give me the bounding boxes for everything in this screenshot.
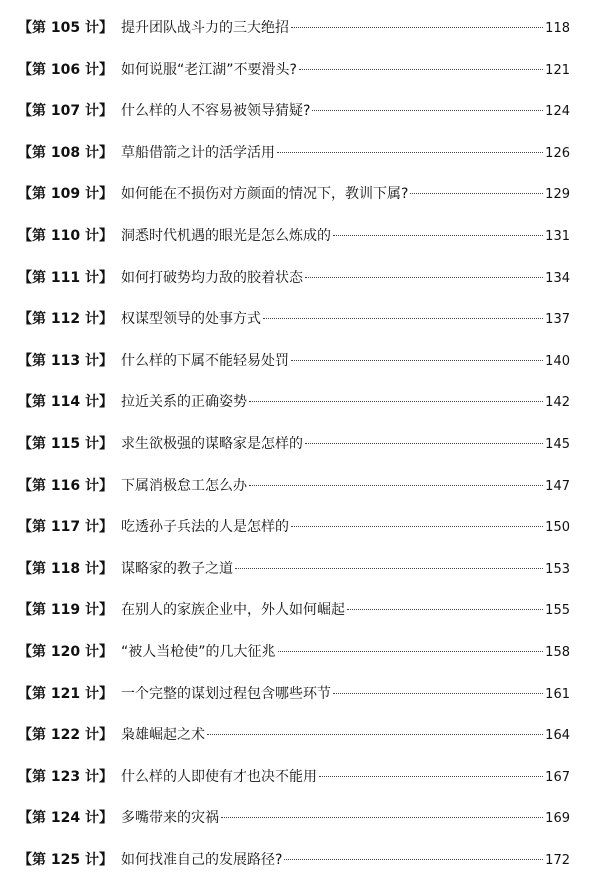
toc-entry-label: 【第 109 计】 xyxy=(18,186,113,203)
toc-entry[interactable] xyxy=(18,432,570,456)
toc-entry[interactable] xyxy=(18,307,570,331)
toc-entry-page-number: 129 xyxy=(545,187,570,203)
dot-leader xyxy=(277,151,543,153)
toc-entry-title: 如何找准自己的发展路径? xyxy=(120,852,283,868)
toc-entry[interactable] xyxy=(18,99,570,123)
toc-entry-page-number: 124 xyxy=(545,104,570,120)
toc-entry-label: 【第 112 计】 xyxy=(18,311,113,328)
dot-leader xyxy=(207,733,543,735)
toc-entry-title: 草船借箭之计的活学活用 xyxy=(120,144,275,161)
toc-entry-label: 【第 110 计】 xyxy=(18,228,113,244)
dot-leader xyxy=(347,608,543,610)
toc-entry[interactable] xyxy=(18,224,570,248)
toc-entry-page-number: 134 xyxy=(545,270,570,286)
toc-entry[interactable] xyxy=(18,640,570,664)
toc-entry-title: 在别人的家族企业中，外人如何崛起 xyxy=(120,602,345,619)
toc-entry[interactable] xyxy=(18,723,570,747)
toc-entry[interactable] xyxy=(18,266,570,290)
toc-entry-page-number: 155 xyxy=(545,603,570,619)
toc-entry-page-number: 118 xyxy=(545,21,570,36)
toc-entry-label: 【第 118 计】 xyxy=(18,560,113,577)
toc-entry-page-number: 147 xyxy=(545,478,570,494)
toc-entry[interactable] xyxy=(18,682,570,706)
toc-entry-label: 【第 108 计】 xyxy=(18,144,113,161)
toc-entry-label: 【第 121 计】 xyxy=(18,685,113,702)
dot-leader xyxy=(291,26,543,28)
dot-leader xyxy=(221,816,543,818)
toc-entry-title: 多嘴带来的灾祸 xyxy=(120,810,219,827)
toc-entry[interactable] xyxy=(18,141,570,165)
toc-entry-title: 如何说服“老江湖”不要滑头? xyxy=(120,61,297,78)
toc-entry-title: 权谋型领导的处事方式 xyxy=(120,311,261,328)
dot-leader xyxy=(291,525,543,527)
toc-entry-label: 【第 106 计】 xyxy=(18,61,113,78)
dot-leader xyxy=(319,775,543,777)
toc-entry-title: 吃透孙子兵法的人是怎样的 xyxy=(120,519,289,536)
dot-leader xyxy=(278,650,544,652)
toc-entry-page-number: 150 xyxy=(545,520,570,536)
toc-entry-title: 拉近关系的正确姿势 xyxy=(120,394,247,411)
toc-entry-label: 【第 113 计】 xyxy=(18,352,113,369)
dot-leader xyxy=(333,692,543,694)
toc-entry-title: 求生欲极强的谋略家是怎样的 xyxy=(120,436,303,452)
toc-entry-page-number: 142 xyxy=(545,395,570,411)
toc-entry-label: 【第 123 计】 xyxy=(18,768,113,785)
toc-entry-page-number: 131 xyxy=(545,229,570,244)
toc-entry-label: 【第 116 计】 xyxy=(18,477,113,494)
toc-entry[interactable] xyxy=(18,182,570,206)
toc-entry-title: 什么样的人即使有才也决不能用 xyxy=(120,768,317,785)
toc-entry-page-number: 161 xyxy=(545,686,570,702)
dot-leader xyxy=(235,567,543,569)
toc-entry-page-number: 158 xyxy=(545,645,570,660)
dot-leader xyxy=(312,109,543,111)
dot-leader xyxy=(410,192,543,194)
toc-entry-page-number: 145 xyxy=(545,437,570,452)
toc-entry-page-number: 140 xyxy=(545,353,570,369)
toc-entry[interactable] xyxy=(18,848,570,872)
toc-entry-label: 【第 125 计】 xyxy=(18,852,113,868)
toc-entry-page-number: 164 xyxy=(545,728,570,744)
toc-entry-title: 提升团队战斗力的三大绝招 xyxy=(120,20,289,36)
dot-leader xyxy=(305,442,543,444)
toc-entry-label: 【第 107 计】 xyxy=(18,103,113,120)
toc-entry-title: 枭雄崛起之术 xyxy=(120,727,205,744)
toc-entry-title: 如何能在不损伤对方颜面的情况下，教训下属? xyxy=(120,186,409,203)
toc-entry[interactable] xyxy=(18,349,570,373)
toc-entry-title: 什么样的人不容易被领导猜疑? xyxy=(120,103,311,120)
toc-entry-title: 下属消极怠工怎么办 xyxy=(120,477,247,494)
toc-entry-title: 洞悉时代机遇的眼光是怎么炼成的 xyxy=(120,228,331,244)
toc-entry-title: 如何打破势均力敌的胶着状态 xyxy=(120,269,303,286)
toc-entry-label: 【第 124 计】 xyxy=(18,810,113,827)
dot-leader xyxy=(333,234,543,236)
toc-entry-label: 【第 119 计】 xyxy=(18,602,113,619)
toc-entry-label: 【第 115 计】 xyxy=(18,436,113,452)
toc-entry[interactable] xyxy=(18,58,570,82)
toc-entry-page-number: 153 xyxy=(545,561,570,577)
toc-entry-label: 【第 120 计】 xyxy=(18,644,113,660)
toc-entry[interactable] xyxy=(18,598,570,622)
toc-entry-label: 【第 117 计】 xyxy=(18,519,113,536)
toc-entry-title: 谋略家的教子之道 xyxy=(120,560,233,577)
toc-entry[interactable] xyxy=(18,765,570,789)
toc-entry-title: 一个完整的谋划过程包含哪些环节 xyxy=(120,685,331,702)
toc-entry-label: 【第 114 计】 xyxy=(18,394,113,411)
toc-entry-page-number: 167 xyxy=(545,769,570,785)
toc-entry-page-number: 121 xyxy=(545,62,570,78)
toc-entry[interactable] xyxy=(18,16,570,40)
toc-entry-label: 【第 105 计】 xyxy=(18,20,113,36)
toc-entry-title: 什么样的下属不能轻易处罚 xyxy=(120,352,289,369)
toc-entry-label: 【第 122 计】 xyxy=(18,727,113,744)
toc-entry-page-number: 126 xyxy=(545,145,570,161)
dot-leader xyxy=(291,359,543,361)
dot-leader xyxy=(305,276,543,278)
toc-entry[interactable] xyxy=(18,515,570,539)
toc-entry[interactable] xyxy=(18,390,570,414)
toc-entry-page-number: 137 xyxy=(545,312,570,328)
toc-entry[interactable] xyxy=(18,557,570,581)
dot-leader xyxy=(249,400,543,402)
dot-leader xyxy=(284,858,543,860)
toc-entry[interactable] xyxy=(18,806,570,830)
toc-entry-label: 【第 111 计】 xyxy=(18,269,113,286)
toc-entry-title: “被人当枪使”的几大征兆 xyxy=(120,644,276,660)
toc-entry-page-number: 172 xyxy=(545,853,570,868)
dot-leader xyxy=(299,68,543,70)
toc-entry-page-number: 169 xyxy=(545,811,570,827)
dot-leader xyxy=(263,317,543,319)
dot-leader xyxy=(249,484,543,486)
toc-entry[interactable] xyxy=(18,474,570,498)
